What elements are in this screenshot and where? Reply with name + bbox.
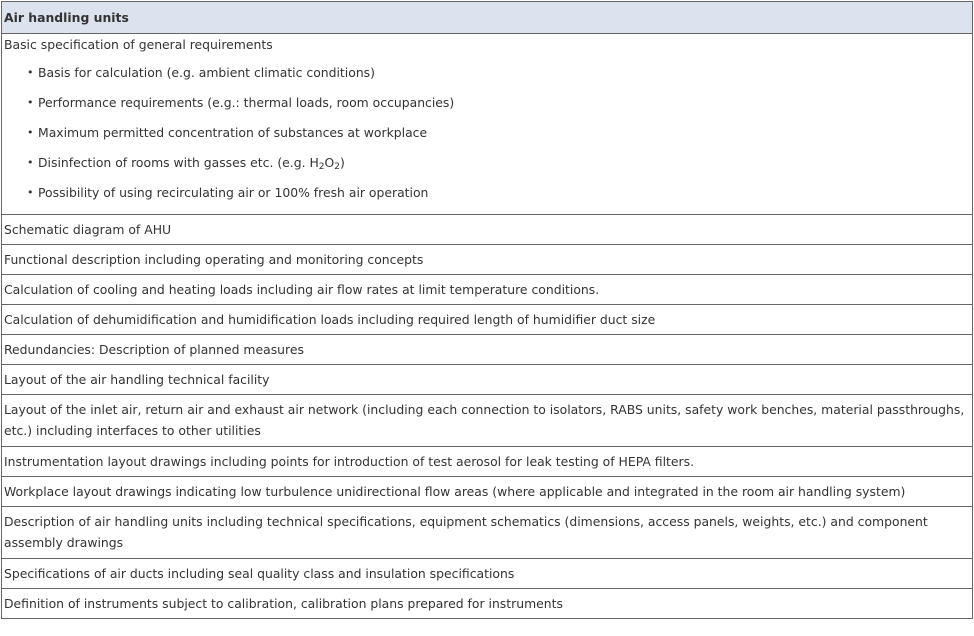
table-cell: Calculation of dehumidification and humidification loads including required length of humidifier duct size [2, 305, 973, 335]
table-cell: Schematic diagram of AHU [2, 215, 973, 245]
table-row [2, 245, 973, 275]
table-cell: Layout of the air handling technical facility [2, 365, 973, 395]
requirements-table [1, 1, 973, 619]
bullet-item: • Performance requirements (e.g.: thermal loads, room occupancies) [38, 88, 968, 118]
bullet-item: • Maximum permitted concentration of substances at workplace [38, 118, 968, 148]
subscript: 2 [334, 162, 341, 172]
table-cell: Instrumentation layout drawings including points for introduction of test aerosol for leak testing of HEPA filters. [2, 447, 973, 477]
table-row [2, 589, 973, 619]
basic-spec-cell [2, 34, 973, 215]
bullet-item: • Basis for calculation (e.g. ambient climatic conditions) [38, 58, 968, 88]
bullet-text: Disinfection of rooms with gasses etc. (e.g. H [38, 155, 319, 170]
table-row [2, 559, 973, 589]
bullet-text: ) [340, 155, 345, 170]
table-cell: Definition of instruments subject to calibration, calibration plans prepared for instruments [2, 589, 973, 619]
table-cell: Workplace layout drawings indicating low turbulence unidirectional flow areas (where applicable and integrated in the room air handling system) [2, 477, 973, 507]
table-header-row [2, 2, 973, 34]
basic-spec-title: Basic specification of general requirements [4, 37, 273, 52]
table-row [2, 275, 973, 305]
table-cell: Functional description including operating and monitoring concepts [2, 245, 973, 275]
table-row [2, 477, 973, 507]
table-cell: Layout of the inlet air, return air and exhaust air network (including each connection to isolators, RABS units, safety work benches, material passthroughs, etc.) including interfaces to other utilities [2, 395, 973, 447]
bullet-item: • Possibility of using recirculating air or 100% fresh air operation [38, 178, 968, 208]
table-row [2, 335, 973, 365]
table-row [2, 447, 973, 477]
table-cell: Description of air handling units including technical specifications, equipment schematics (dimensions, access panels, weights, etc.) and component assembly drawings [2, 507, 973, 559]
bullet-text: O [324, 155, 335, 170]
table-row [2, 215, 973, 245]
table-cell: Calculation of cooling and heating loads including air flow rates at limit temperature conditions. [2, 275, 973, 305]
table-cell: Specifications of air ducts including seal quality class and insulation specifications [2, 559, 973, 589]
basic-spec-bullet-list [4, 58, 968, 214]
table-row [2, 305, 973, 335]
bullet-item-h2o2 [38, 148, 968, 178]
table-row-basic-spec [2, 34, 973, 215]
table-row [2, 365, 973, 395]
table-header: Air handling units [2, 2, 973, 34]
subscript: 2 [318, 162, 325, 172]
table-cell: Redundancies: Description of planned measures [2, 335, 973, 365]
table-row [2, 395, 973, 447]
table-row [2, 507, 973, 559]
